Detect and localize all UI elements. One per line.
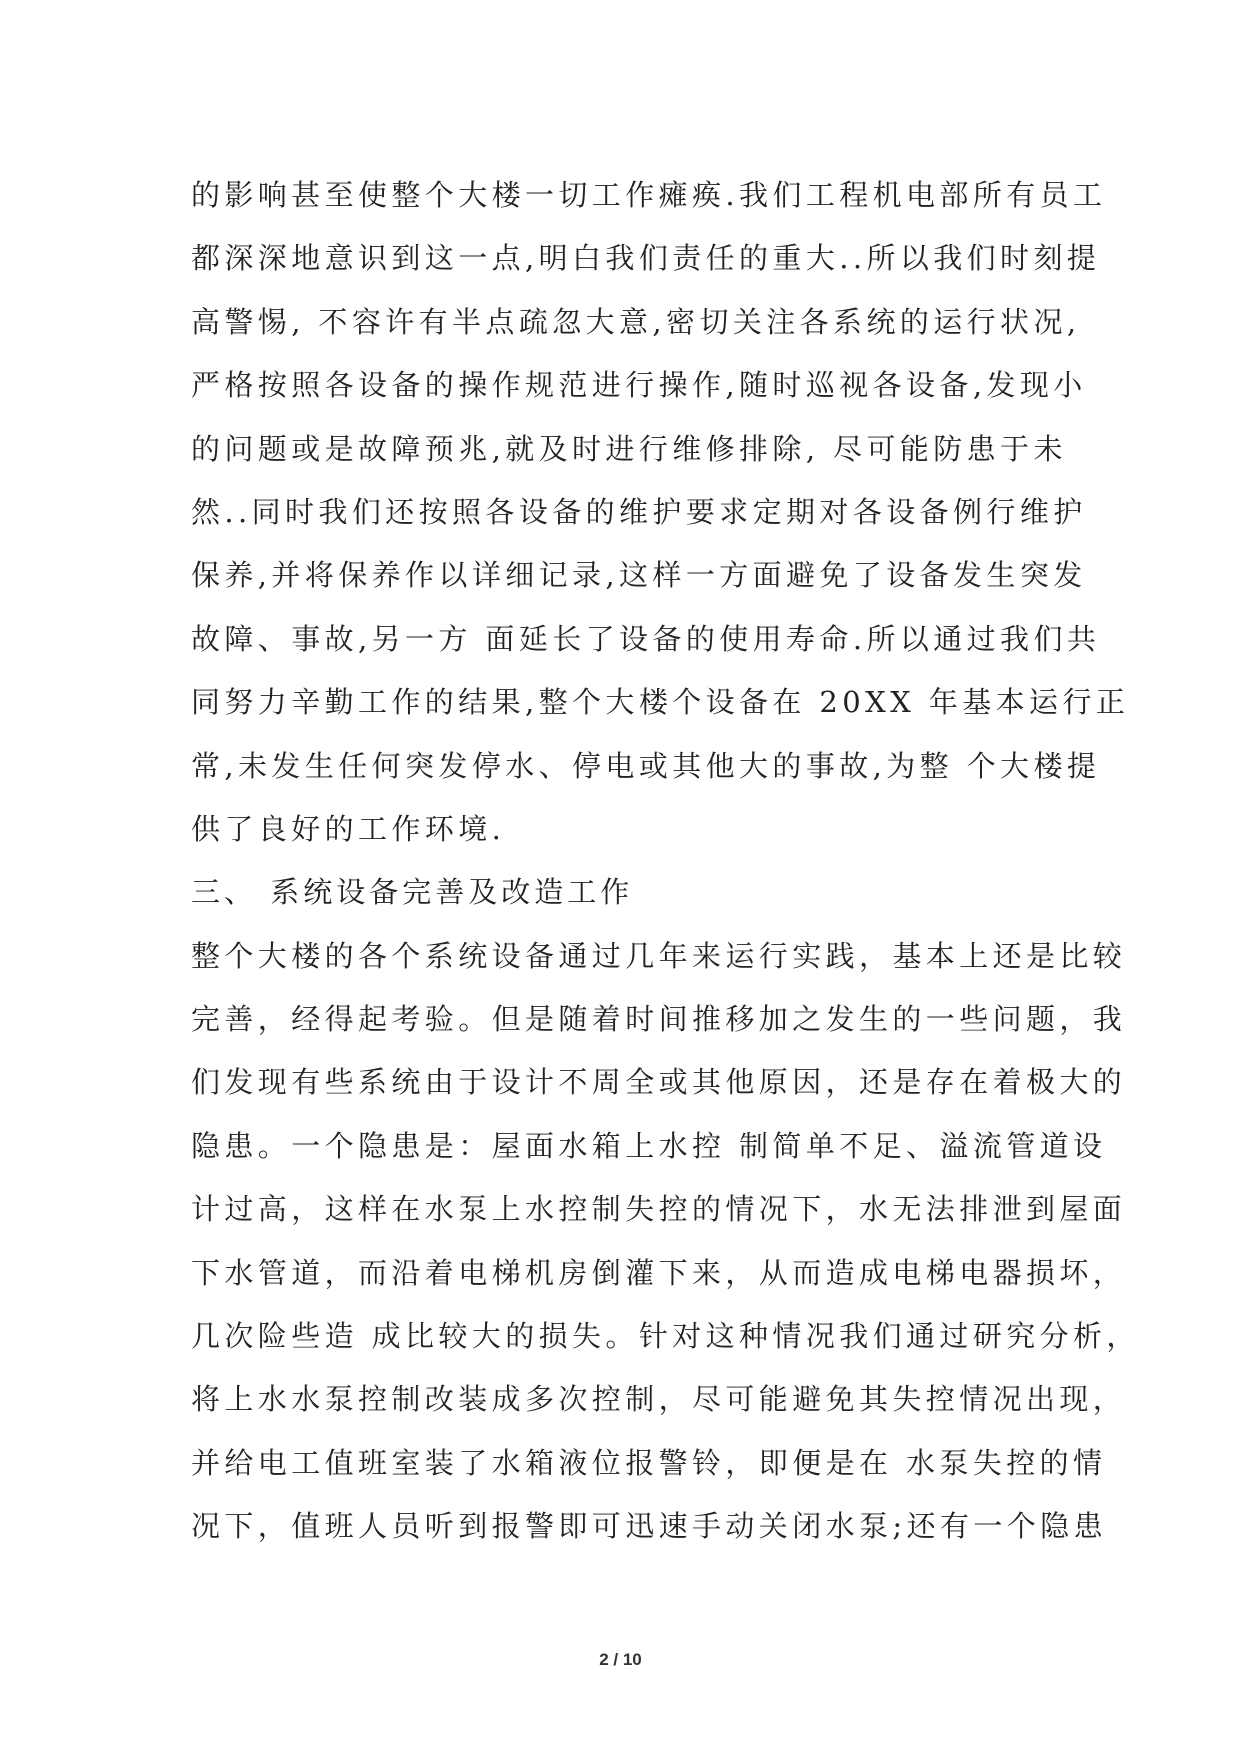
body-text [191, 164, 1140, 1559]
text-line: 的问题或是故障预兆,就及时进行维修排除, 尽可能防患于未 [191, 431, 1067, 466]
text-line: 都深深地意识到这一点,明白我们责任的重大..所以我们时刻提 [191, 241, 1101, 276]
text-line: 计过高，这样在水泵上水控制失控的情况下，水无法排泄到屋面 [191, 1192, 1127, 1227]
text-line: 况下，值班人员听到报警即可迅速手动关闭水泵;还有一个隐患 [191, 1509, 1107, 1544]
text-line: 故障、事故,另一方 面延长了设备的使用寿命.所以通过我们共 [191, 621, 1101, 656]
text-line: 们发现有些系统由于设计不周全或其他原因，还是存在着极大的 [191, 1065, 1127, 1100]
text-line: 同努力辛勤工作的结果,整个大楼个设备在 20XX 年基本运行正 [191, 685, 1130, 720]
page-number: 2 / 10 [599, 1650, 642, 1669]
text-line: 高警惕, 不容许有半点疏忽大意,密切关注各系统的运行状况, [191, 304, 1081, 339]
text-line: 隐患。一个隐患是：屋面水箱上水控 制简单不足、溢流管道设 [191, 1128, 1107, 1163]
text-line: 的影响甚至使整个大楼一切工作瘫痪.我们工程机电部所有员工 [191, 178, 1107, 212]
text-line: 完善，经得起考验。但是随着时间推移加之发生的一些问题，我 [191, 1002, 1127, 1037]
text-line: 下水管道，而沿着电梯机房倒灌下来，从而造成电梯电器损坏， [191, 1255, 1127, 1290]
text-line: 供了良好的工作环境. [191, 811, 506, 846]
text-line: 将上水水泵控制改装成多次控制，尽可能避免其失控情况出现， [191, 1382, 1127, 1417]
section-heading: 三、 系统设备完善及改造工作 [191, 875, 634, 910]
text-line: 整个大楼的各个系统设备通过几年来运行实践，基本上还是比较 [191, 938, 1127, 973]
text-line: 保养,并将保养作以详细记录,这样一方面避免了设备发生突发 [191, 558, 1087, 593]
text-line: 并给电工值班室装了水箱液位报警铃，即便是在 水泵失控的情 [191, 1445, 1107, 1480]
text-line: 常,未发生任何突发停水、停电或其他大的事故,为整 个大楼提 [191, 748, 1101, 783]
text-line: 严格按照各设备的操作规范进行操作,随时巡视各设备,发现小 [191, 368, 1087, 403]
text-line: 几次险些造 成比较大的损失。针对这种情况我们通过研究分析， [191, 1319, 1140, 1354]
text-line: 然..同时我们还按照各设备的维护要求定期对各设备例行维护 [191, 494, 1087, 529]
